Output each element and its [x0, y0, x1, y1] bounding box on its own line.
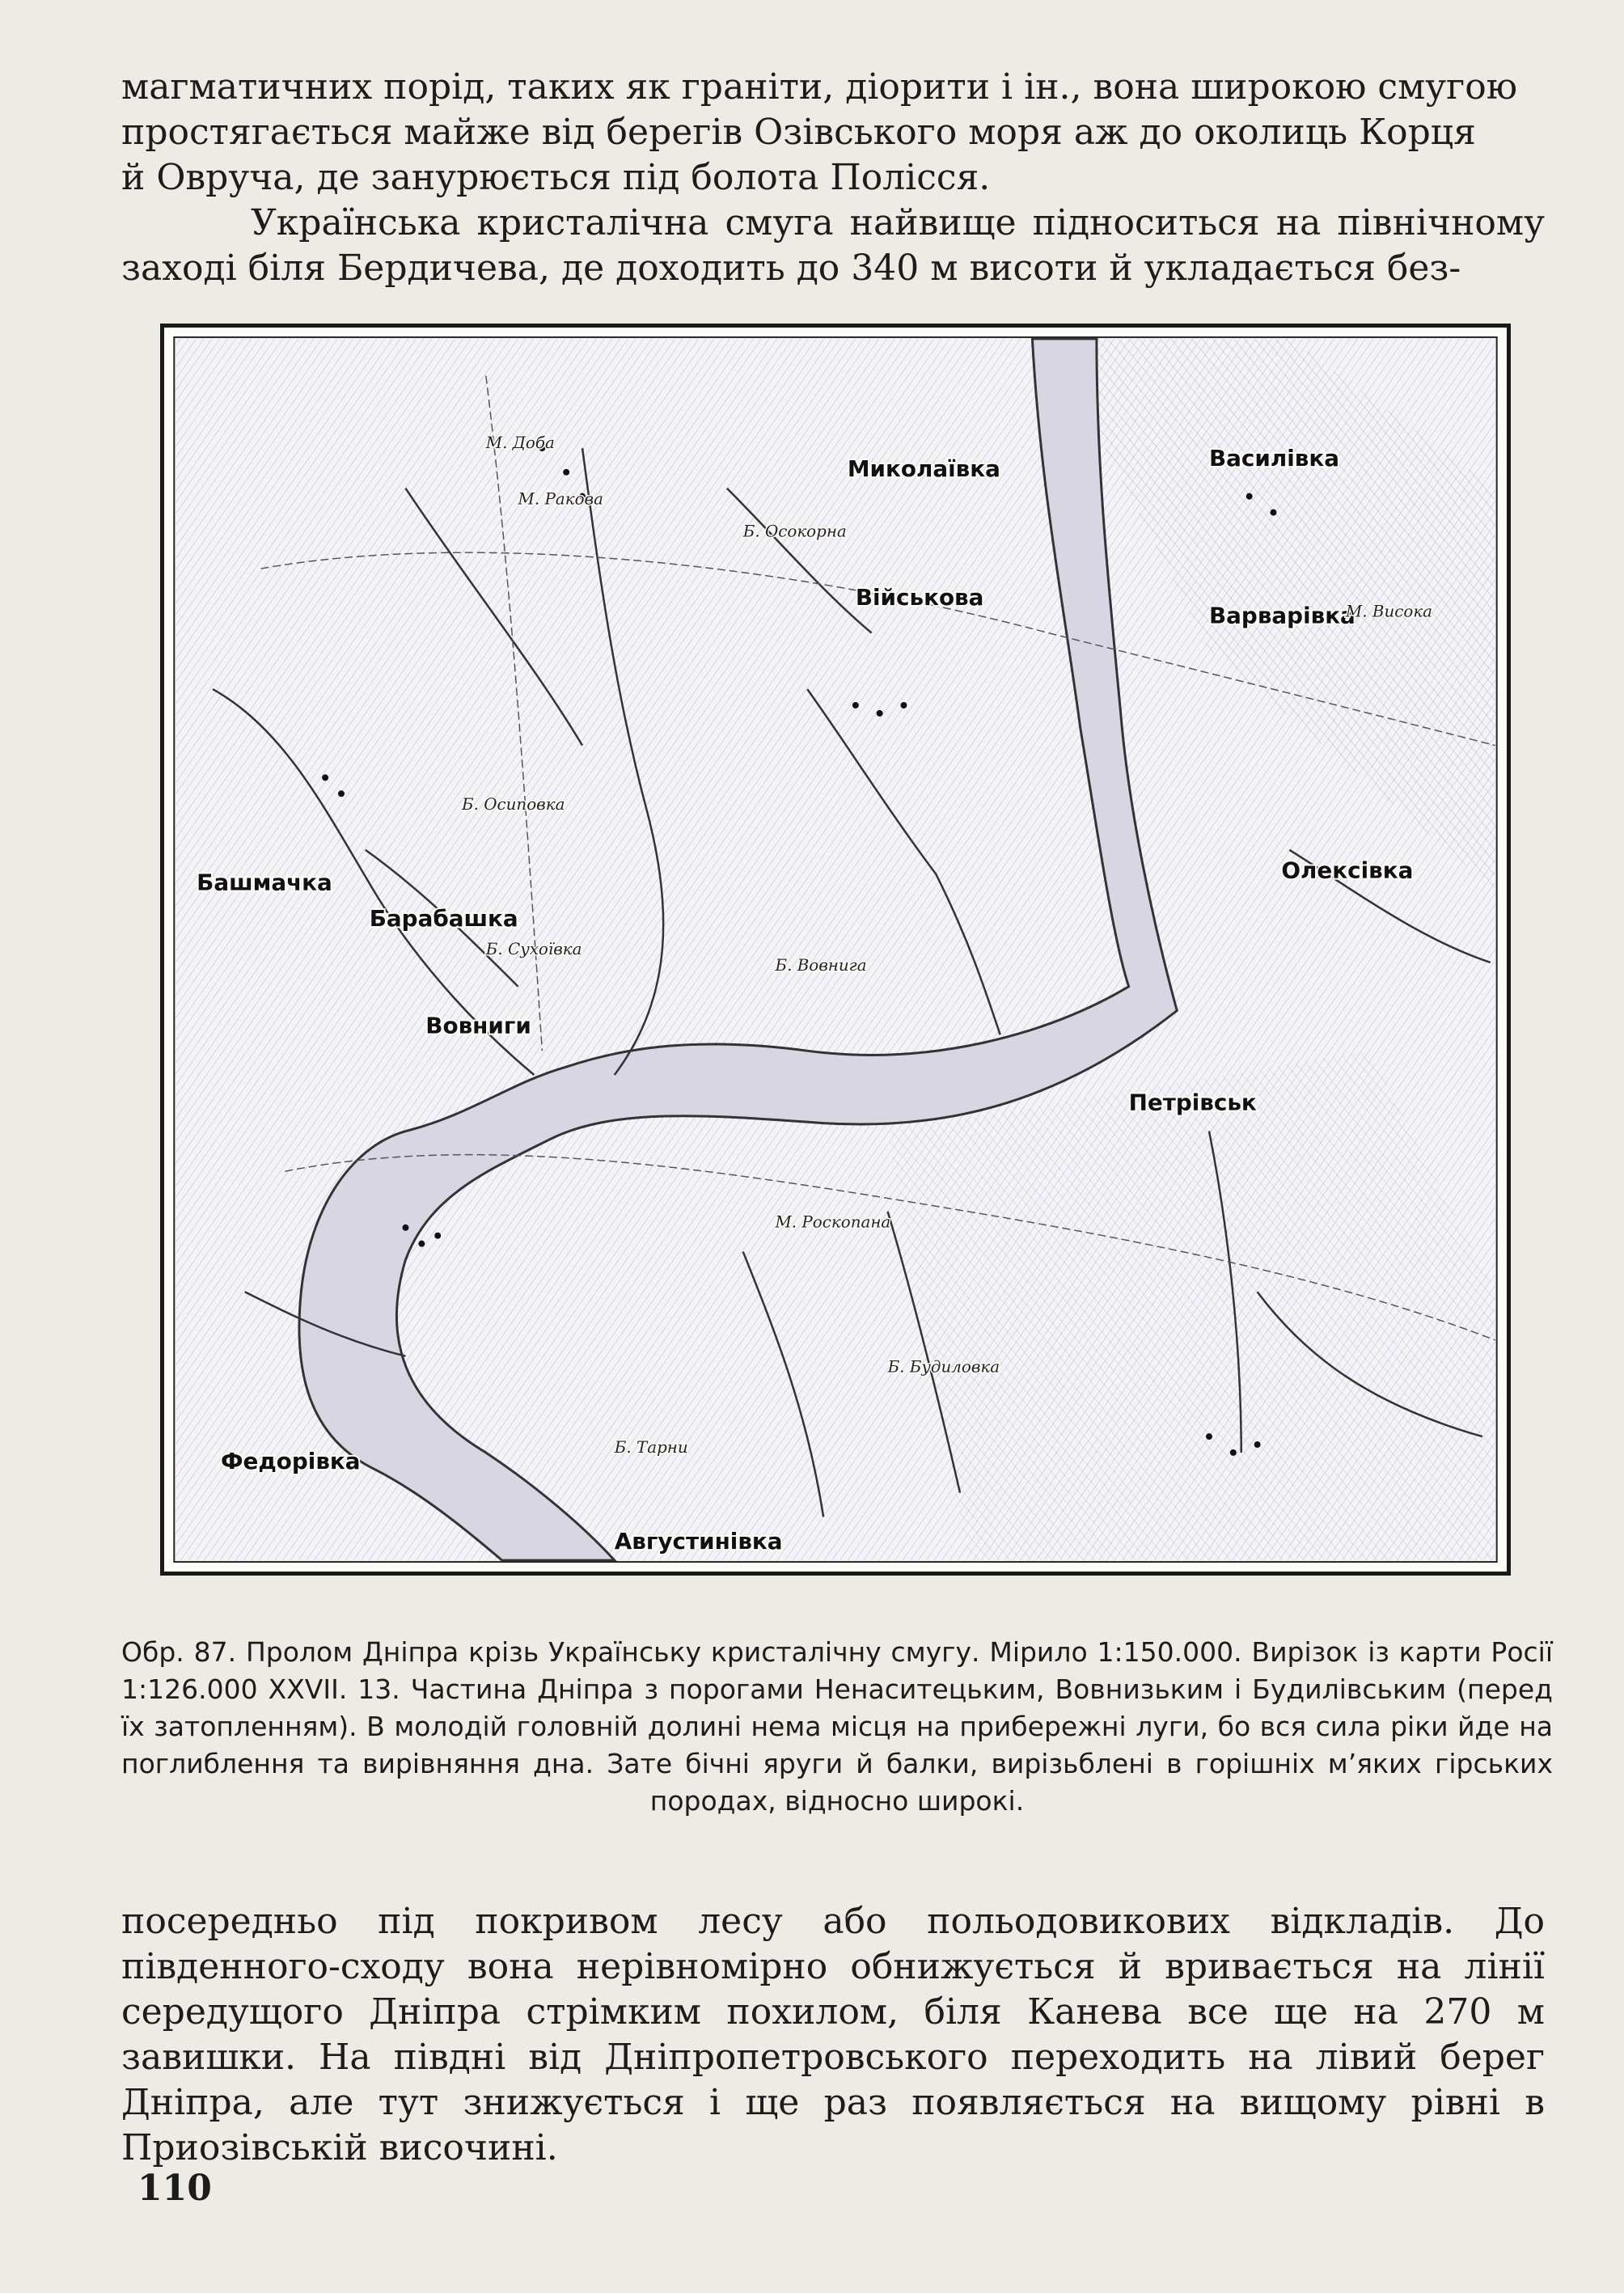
map-small-label: Б. Сухоївка	[485, 939, 582, 958]
map-small-label: Б. Осиповка	[462, 795, 565, 814]
place-label: Августинівка	[614, 1528, 783, 1555]
place-label: Військова	[855, 583, 984, 611]
map-small-label: Б. Вовнига	[775, 955, 867, 975]
place-label: Миколаївка	[847, 455, 1000, 482]
map-small-label: М. Висока	[1345, 602, 1433, 621]
place-label: Федорівка	[220, 1447, 361, 1474]
bottom-paragraph: посередньо під покривом лесу або польодовикових відкладів. До південного-сходу вона нерівномірно обнижується й вривається на лінії середущого Дніпра стрімким похилом, біля Канева все ще на 270 м завишки. На півдні від Дніпропетровського переходить на лівий берег Дніпра, але тут знижується і ще раз появляється на вищому рівні в Приозівській височині.	[121, 1901, 1545, 2168]
map-small-label: Б. Тарни	[614, 1437, 688, 1457]
map-small-label: М. Роскопана	[775, 1212, 891, 1232]
place-label: Башмачка	[197, 869, 332, 896]
page-number: 110	[137, 2168, 212, 2209]
map-small-label: Б. Будиловка	[887, 1357, 1000, 1377]
place-label: Олексівка	[1281, 857, 1414, 884]
second-paragraph: Українська кристалічна смуга найвище підноситься на північному заході біля Бердичева, де доходить до 340 м висоти й укладається без-	[121, 202, 1545, 289]
figure-caption: Обр. 87. Пролом Дніпра крізь Українську кристалічну смугу. Мірило 1:150.000. Вирізок із карти Росії 1:126.000 XXVII. 13. Частина Дніпра з порогами Ненаситецьким, Вовнизьким і Будилівським (перед їх затопленням). В молодій головній долині нема місця на прибережні луги, бо вся сила ріки йде на поглиблення та вирівняння дна. Зате бічні яруги й балки, вирізьблені в горішніх м’яких гірських породах, відносно широкі.	[121, 1636, 1553, 1817]
map-small-label: М. Ракова	[518, 489, 603, 509]
place-label: Петрівськ	[1128, 1089, 1257, 1116]
place-label: Варварівка	[1208, 602, 1355, 629]
map-illustration	[164, 328, 1507, 1572]
place-label: Василівка	[1208, 444, 1339, 472]
map-figure	[160, 324, 1511, 1576]
text-line: магматичних порід, таких як граніти, діорити і ін., вона широкою смугою	[121, 66, 1518, 108]
map-small-label: Б. Осокорна	[742, 522, 847, 541]
place-label: Вовниги	[425, 1012, 531, 1039]
map-small-label: М. Доба	[485, 434, 555, 453]
text-line: й Овруча, де занурюється під болота Полісся.	[121, 157, 991, 198]
top-paragraph	[121, 65, 1545, 291]
place-label: Барабашка	[369, 905, 518, 933]
text-line: простягається майже від берегів Озівського моря аж до околиць Корця	[121, 112, 1476, 153]
